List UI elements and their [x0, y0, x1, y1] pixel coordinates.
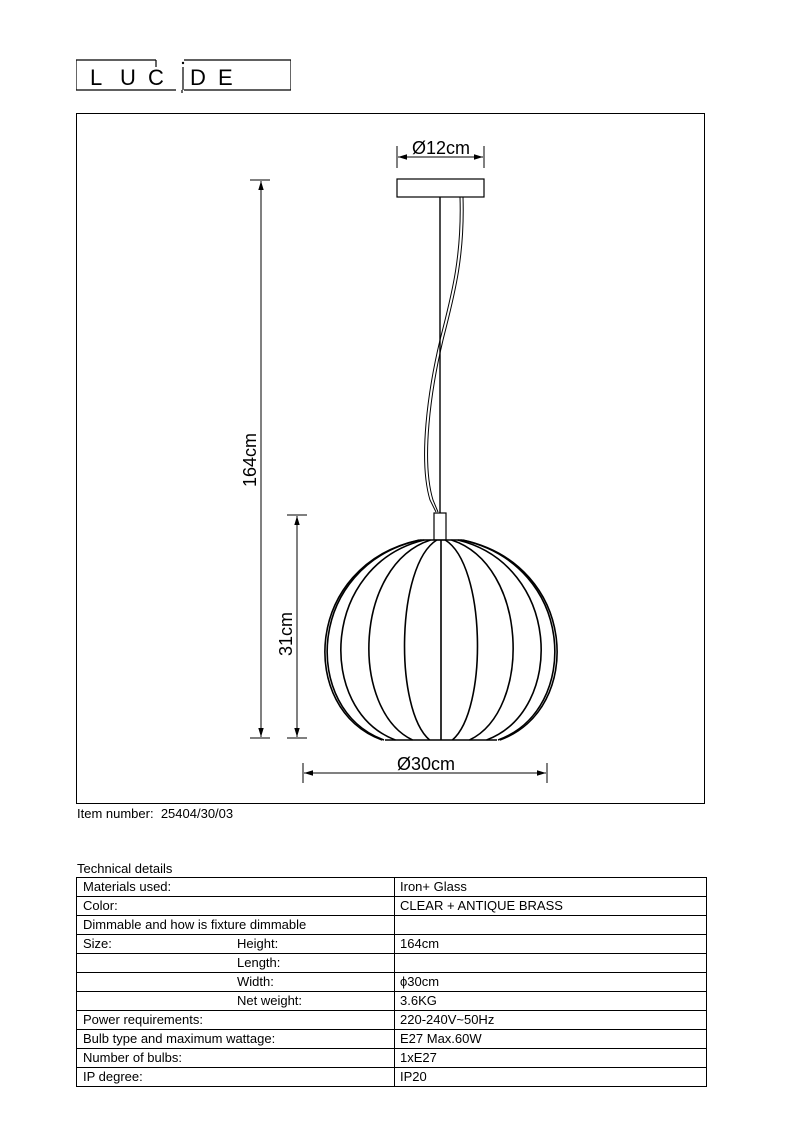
svg-text:L: L: [90, 65, 103, 90]
table-row: [77, 935, 707, 954]
table-row: [77, 916, 707, 935]
row-label: IP degree:: [83, 1069, 143, 1084]
globe-shade: [325, 540, 557, 740]
technical-details-table: [76, 877, 707, 1087]
svg-text:C: C: [148, 65, 164, 90]
cable: [425, 197, 461, 512]
row-label-cell: [77, 1011, 395, 1030]
row-value: Iron+ Glass: [395, 878, 707, 897]
row-sublabel: Height:: [237, 936, 279, 951]
row-value: 1xE27: [395, 1049, 707, 1068]
row-label-cell: [77, 1049, 395, 1068]
table-row: [77, 1030, 707, 1049]
row-label: Color:: [83, 898, 118, 913]
row-sublabel: Width:: [237, 974, 274, 989]
cable: [428, 197, 464, 512]
row-value: [395, 916, 707, 935]
row-value: 164cm: [395, 935, 707, 954]
row-label: Size:: [83, 936, 112, 951]
row-label-cell: [77, 1068, 395, 1087]
row-label-cell: [77, 916, 395, 935]
row-value: 3.6KG: [395, 992, 707, 1011]
canopy: [397, 179, 484, 197]
row-label-cell: [77, 973, 395, 992]
row-label-cell: [77, 992, 395, 1011]
table-row: [77, 897, 707, 916]
row-label: Number of bulbs:: [83, 1050, 182, 1065]
row-value: IP20: [395, 1068, 707, 1087]
total-height-label: 164cm: [240, 432, 260, 488]
table-row: [77, 1011, 707, 1030]
item-number: [77, 806, 233, 821]
table-row: [77, 973, 707, 992]
row-label-cell: [77, 897, 395, 916]
table-row: [77, 954, 707, 973]
collar: [434, 513, 446, 540]
row-label: Materials used:: [83, 879, 172, 894]
row-value: [395, 954, 707, 973]
row-value: CLEAR + ANTIQUE BRASS: [395, 897, 707, 916]
canopy-diameter-label: Ø12cm: [411, 138, 471, 158]
technical-details-title: Technical details: [77, 861, 173, 876]
row-label-cell: [77, 954, 395, 973]
globe-rib: [445, 540, 477, 740]
row-label: Power requirements:: [83, 1012, 203, 1027]
row-sublabel: Net weight:: [237, 993, 303, 1008]
row-sublabel: Length:: [237, 955, 281, 970]
shade-height-label: 31cm: [276, 611, 296, 657]
svg-text:U: U: [120, 65, 136, 90]
row-label: Bulb type and maximum wattage:: [83, 1031, 276, 1046]
row-value: 220-240V~50Hz: [395, 1011, 707, 1030]
svg-text:E: E: [218, 65, 233, 90]
item-number-value: 25404/30/03: [160, 806, 234, 821]
row-value: ϕ30cm: [395, 973, 707, 992]
table-row: [77, 1049, 707, 1068]
globe-rib: [369, 540, 431, 740]
table-row: [77, 992, 707, 1011]
shade-diameter-label: Ø30cm: [396, 754, 456, 774]
table-row: [77, 878, 707, 897]
svg-text:D: D: [190, 65, 206, 90]
row-label-cell: [77, 878, 395, 897]
row-label: Dimmable and how is fixture dimmable: [83, 917, 307, 932]
table-row: [77, 1068, 707, 1087]
row-value: E27 Max.60W: [395, 1030, 707, 1049]
globe-rib: [405, 540, 437, 740]
row-label-cell: [77, 935, 395, 954]
item-number-label: Item number:: [77, 806, 154, 821]
row-label-cell: [77, 1030, 395, 1049]
globe-rib: [452, 540, 514, 740]
